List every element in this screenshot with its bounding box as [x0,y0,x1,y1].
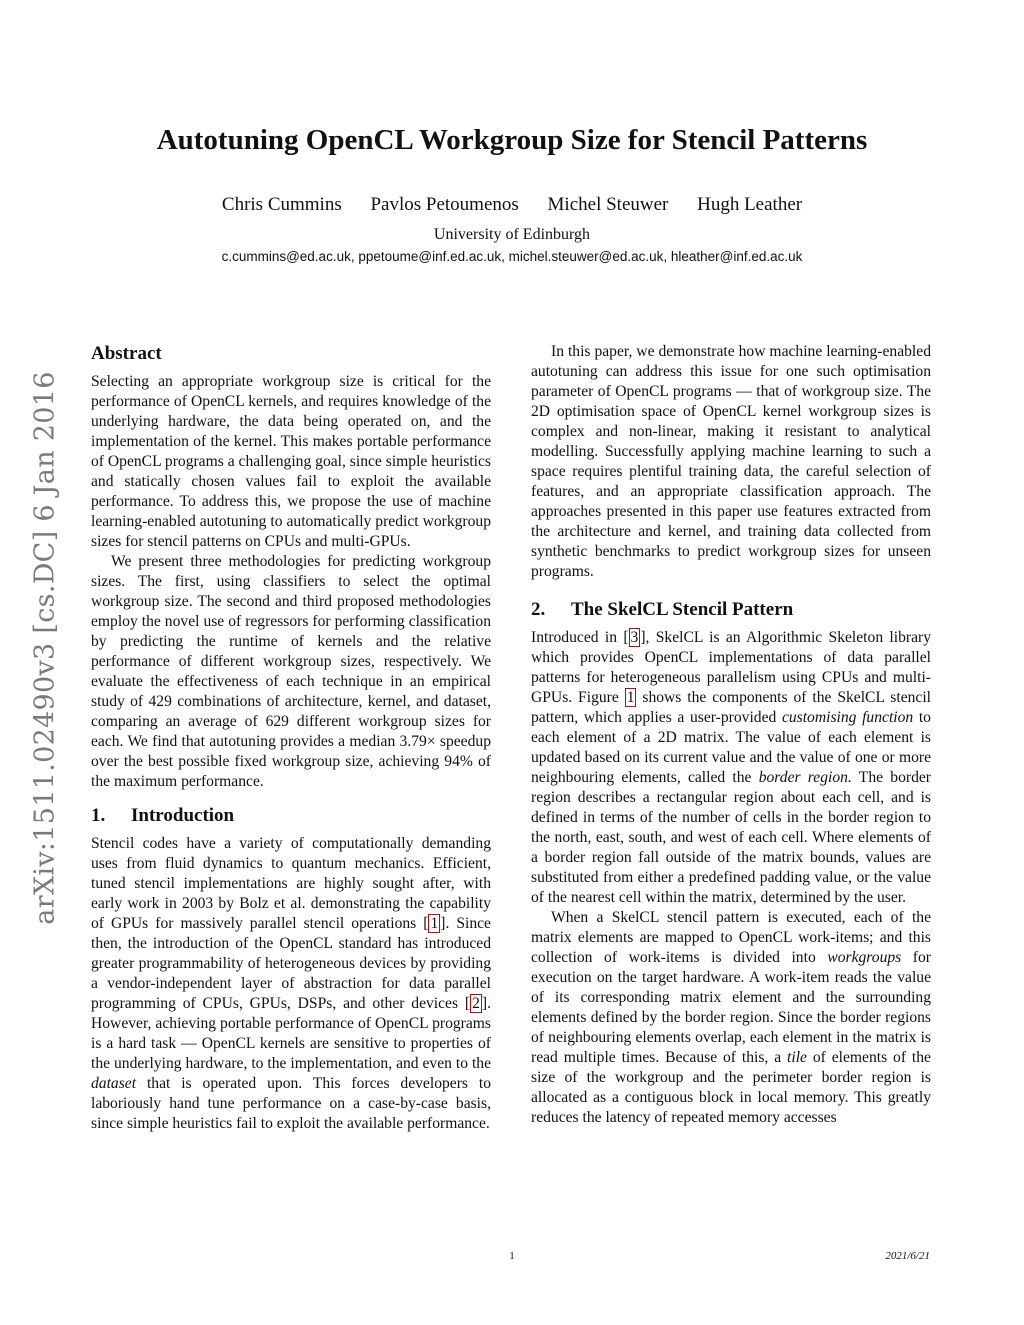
arxiv-id-text: arXiv:1511.02490v3 [cs.DC] 6 Jan 2016 [29,370,61,925]
citation-link[interactable]: 2 [472,995,480,1012]
author-name: Hugh Leather [697,194,803,215]
abstract-paragraph-1: Selecting an appropriate workgroup size is critical for the performance of OpenCL kernels, and requires knowledge of the underlying hardware, the data being operated on, and the implementation of the kernel. This makes portable performance of OpenCL programs a challenging goal, since simple heuristics and statically chosen values fail to exploit the available performance. To address this, we propose the use of machine learning-enabled autotuning to automatically predict workgroup sizes for stencil patterns on CPUs and multi-GPUs. [91,373,491,550]
author-name: Chris Cummins [221,194,342,215]
introduction-heading [91,804,491,828]
section-number: 1. [91,805,106,826]
page-number: 1 [509,1250,515,1262]
figure-link[interactable]: 1 [626,689,635,706]
left-column [91,342,491,1134]
abstract-paragraph-2: We present three methodologies for predicting workgroup sizes. The first, using classifiers to select the optimal workgroup size. The second and third proposed methodologies employ the novel use of regressors for performing classification by predicting the runtime of kernels and the relative performance of different workgroup sizes, respectively. We evaluate the effectiveness of each technique in an empirical study of 429 combinations of architecture, kernel, and dataset, comparing an average of 629 different workgroup sizes for each. We find that autotuning provides a median 3.79× speedup over the best possible fixed workgroup size, achieving 94% of the maximum performance. [91,553,491,790]
skelcl-section-heading [531,598,931,622]
abstract-heading: Abstract [91,343,162,364]
footer-date: 2021/6/21 [885,1250,930,1262]
right-column [531,342,931,1128]
arxiv-identifier-stamp [30,365,60,930]
skelcl-paragraph-2: When a SkelCL stencil pattern is executed, each of the matrix elements are mapped to OpenCL work-items; and this collection of work-items is divided into workgroups for execution on the target hardware. A work-item reads the value of its corresponding matrix element and the surrounding elements defined by the border region. Since the border regions of neighbouring elements overlap, each element in the matrix is read multiple times. Because of this, a tile of elements of the size of the workgroup and the perimeter border region is allocated as a contiguous block in local memory. This greatly reduces the latency of repeated memory accesses [531,909,931,1126]
section-title: Introduction [131,805,235,826]
affiliation: University of Edinburgh [433,226,591,243]
citation-link[interactable]: 1 [430,915,439,932]
citation-link[interactable]: 3 [630,629,639,646]
introduction-paragraph-2: In this paper, we demonstrate how machine learning-enabled autotuning can address this issue for one such optimisation parameter of OpenCL programs — that of workgroup size. The 2D optimisation space of OpenCL kernel workgroup sizes is complex and non-linear, making it resistant to analytical modelling. Successfully applying machine learning to such a space requires plentiful training data, the careful selection of features, and an appropriate classification approach. The approaches presented in this paper use features extracted from the architecture and kernel, and training data collected from synthetic benchmarks to predict workgroup sizes for unseen programs. [531,343,931,580]
author-list [0,194,1024,216]
skelcl-paragraph-1: Introduced in [ 3 ], SkelCL is an Algorithmic Skeleton library which provides OpenCL implementations of data parallel patterns for heterogeneous parallelism using CPUs and multi-GPUs. Figure 1 shows the components of the SkelCL stencil pattern, which applies a user-provided customising function to each element of a 2D matrix. The value of each element is updated based on its current value and the value of one or more neighbouring elements, called the border region. The border region describes a rectangular region about each cell, and is defined in terms of the number of cells in the border region to the north, east, south, and west of each cell. Where elements of a border region fall outside of the matrix bounds, values are substituted from either a predefined padding value, or the value of the nearest cell within the matrix, determined by the user. [531,629,932,906]
paper-title: Autotuning OpenCL Workgroup Size for Stencil Patterns [156,124,868,156]
introduction-paragraph: Stencil codes have a variety of computationally demanding uses from fluid dynamics to quantum mechanics. Efficient, tuned stencil implementations are highly sought after, with early work in 2003 by Bolz et al. demonstrating the capability of GPUs for massively parallel stencil operations [ 1 ]. Since then, the introduction of the OpenCL standard has introduced greater programmability of heterogeneous devices by providing a vendor-independent layer of abstraction for data parallel programming of CPUs, GPUs, DSPs, and other devices [ 2 ]. However, achieving portable performance of OpenCL programs is a hard task — OpenCL kernels are sensitive to properties of the underlying hardware, to the implementation, and even to the dataset that is operated upon. This forces developers to laboriously hand tune performance on a case-by-case basis, since simple heuristics fail to exploit the available performance. [91,835,491,1132]
section-number: 2. [531,599,546,620]
author-emails: c.cummins@ed.ac.uk, ppetoume@inf.ed.ac.uk, michel.steuwer@ed.ac.uk, hleather@inf.ed.ac.uk [221,249,803,264]
section-title: The SkelCL Stencil Pattern [571,599,794,620]
author-name: Pavlos Petoumenos [370,194,519,215]
author-name: Michel Steuwer [547,194,669,215]
